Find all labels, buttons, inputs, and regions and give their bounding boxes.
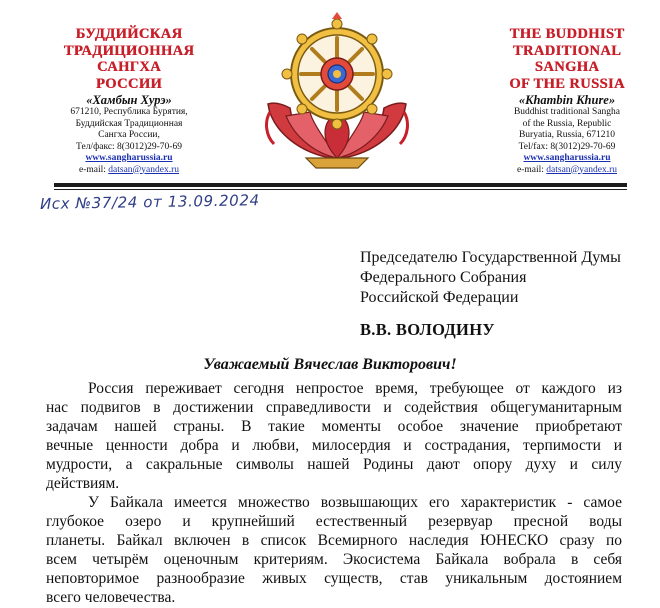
addressee-line: Российской Федерации bbox=[360, 289, 519, 306]
website-link-ru[interactable]: www.sangharussia.ru bbox=[85, 153, 173, 163]
org-name-line: ТРАДИЦИОННАЯ bbox=[63, 42, 195, 59]
addressee-block bbox=[360, 248, 621, 308]
org-name-line: SANGHA bbox=[534, 59, 600, 75]
letterhead-left bbox=[50, 26, 208, 176]
text-line: нас подвигов в достижении справедливости и содействия общегуманитарным bbox=[46, 399, 622, 416]
letterhead-right bbox=[492, 26, 642, 176]
email-label: e-mail: bbox=[516, 164, 547, 175]
address-line: Buryatia, Russia, 671210 bbox=[518, 130, 616, 140]
text-line: вечные ценности добра и любви, милосердия и сострадания, терпимости и bbox=[46, 437, 622, 454]
text-line: всего человечества. bbox=[46, 589, 176, 606]
paragraph bbox=[46, 379, 622, 493]
text-line: мудрости, а сакральные символы нашей Родины дают опору духу и силу bbox=[46, 456, 622, 473]
phone-fax-line: Тел/факс: 8(3012)29-70-69 bbox=[76, 141, 182, 152]
address-line: Сангха России, bbox=[98, 130, 160, 140]
email-label: e-mail: bbox=[78, 164, 109, 175]
address-line: Buddhist traditional Sangha bbox=[513, 107, 621, 117]
text-line: неповторимое разнообразие живых существ, став уникальным достоянием bbox=[46, 570, 622, 587]
org-name-en bbox=[492, 26, 642, 92]
email-line-en bbox=[492, 165, 642, 176]
org-name-line: TRADITIONAL bbox=[512, 42, 622, 59]
address-line: of the Russia, Republic bbox=[522, 118, 612, 129]
lotus-stand bbox=[306, 158, 368, 168]
org-name-line: OF THE RUSSIA bbox=[509, 75, 625, 92]
email-link-ru[interactable]: datsan@yandex.ru bbox=[108, 164, 180, 175]
text-line: У Байкала имеется множество возвышающих его характеристик - самое bbox=[88, 494, 622, 511]
org-name-line: РОССИИ bbox=[95, 75, 163, 92]
greeting: Уважаемый Вячеслав Викторович! bbox=[203, 356, 457, 373]
recipient-name: В.В. ВОЛОДИНУ bbox=[360, 320, 495, 339]
email-line-ru bbox=[50, 165, 208, 176]
address-line: 671210, Республика Бурятия, bbox=[70, 107, 188, 117]
outgoing-reference-handwritten: Исх №37/24 от 13.09.2024 bbox=[39, 191, 260, 213]
text-line: действиям. bbox=[46, 475, 120, 492]
khure-title-en: «Khambin Khure» bbox=[518, 93, 616, 107]
email-link-en[interactable]: datsan@yandex.ru bbox=[546, 164, 618, 175]
org-name-ru bbox=[50, 26, 208, 92]
address-line: Буддийская Традиционная bbox=[75, 118, 183, 129]
text-line: Россия переживает сегодня непростое время, требующее от каждого из bbox=[88, 380, 622, 397]
paragraph bbox=[46, 493, 622, 607]
dharma-wheel-lotus-emblem bbox=[262, 12, 412, 177]
text-line: планеты. Байкал включен в список Всемирного наследия ЮНЕСКО сразу по bbox=[46, 532, 622, 549]
org-name-line: БУДДИЙСКАЯ bbox=[75, 26, 183, 42]
website-link-en[interactable]: www.sangharussia.ru bbox=[523, 153, 611, 163]
letter-body bbox=[46, 379, 622, 607]
phone-fax-line: Tel/fax: 8(3012)29-70-69 bbox=[518, 141, 616, 152]
letterhead-divider-thin bbox=[54, 189, 627, 190]
address-en bbox=[492, 107, 642, 153]
addressee-line: Федерального Собрания bbox=[360, 269, 527, 286]
letterhead-divider bbox=[54, 183, 627, 187]
text-line: задачам нашей страны. В такие моменты особое значение приобретают bbox=[46, 418, 622, 435]
text-line: глубокое озеро и крупнейший естественный резервуар пресной воды bbox=[46, 513, 622, 530]
khure-title-ru: «Хамбын Хурэ» bbox=[86, 93, 172, 107]
addressee-line: Председателю Государственной Думы bbox=[360, 249, 621, 266]
org-name-line: САНГХА bbox=[96, 59, 162, 75]
text-line: всем четырём оценочным критериям. Экосистема Байкала вобрала в себя bbox=[46, 551, 622, 568]
org-name-line: THE BUDDHIST bbox=[509, 26, 625, 42]
address-ru bbox=[50, 107, 208, 153]
